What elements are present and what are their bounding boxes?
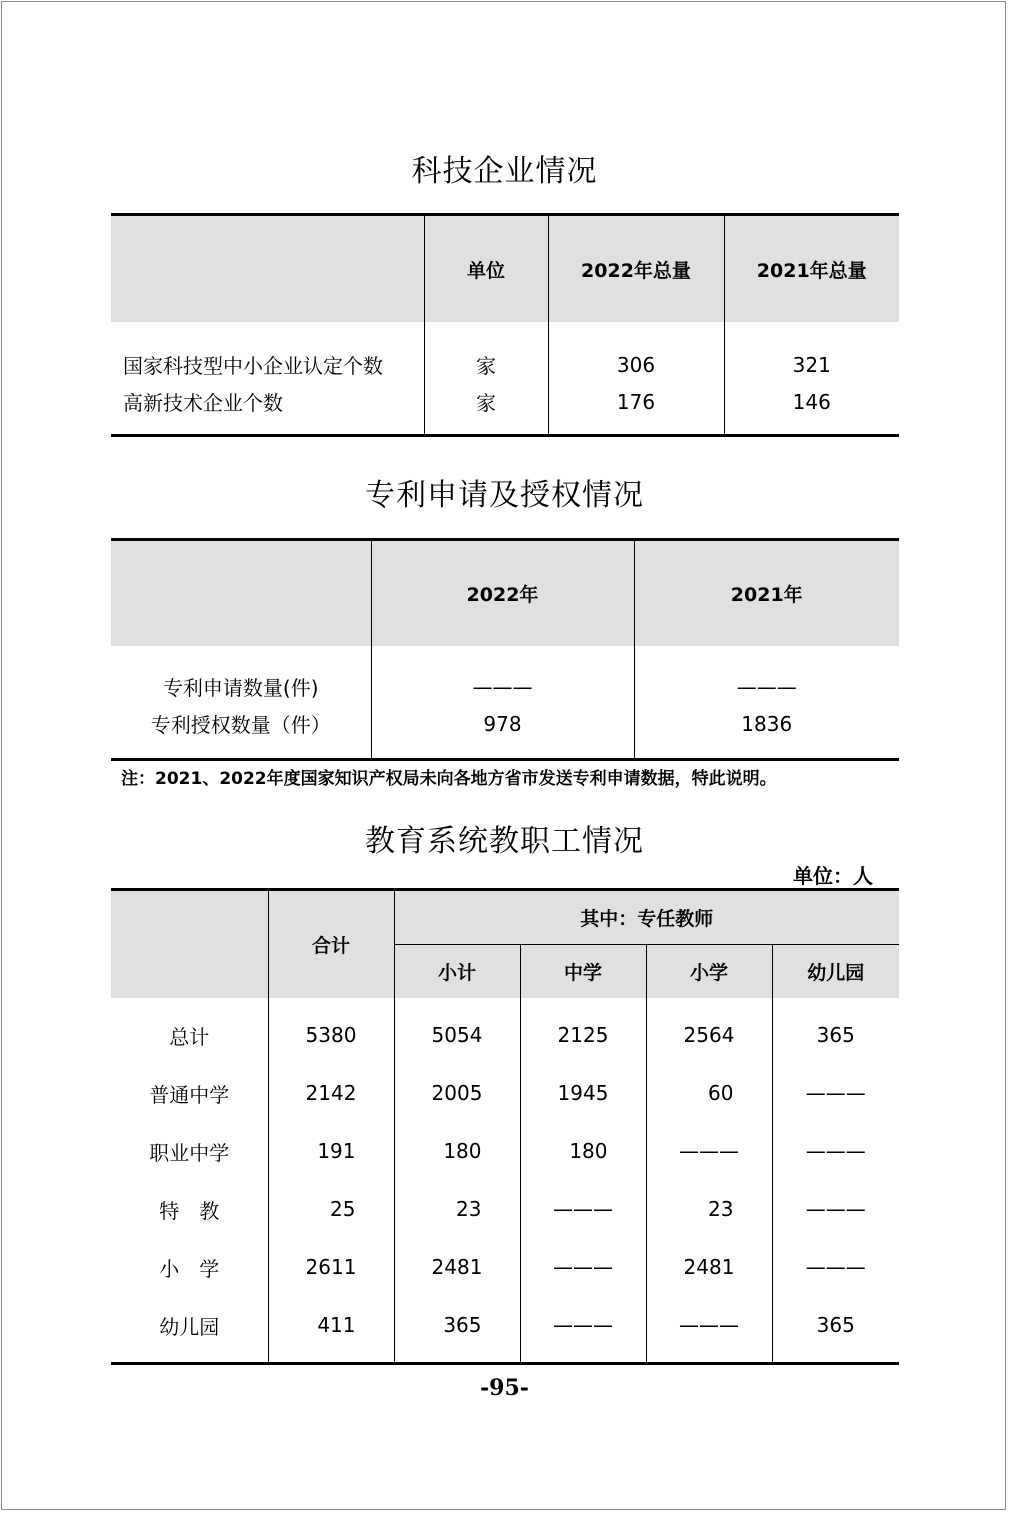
table-cell: ———	[646, 1122, 772, 1180]
row-label: 专利申请数量(件)	[162, 676, 319, 700]
header-cell: 2021年	[634, 540, 899, 647]
row-label: 小 学	[159, 1256, 220, 1281]
table-row	[111, 998, 899, 1064]
table-cell: ———	[520, 1180, 646, 1238]
table-cell: 365	[772, 1296, 899, 1364]
table-cell: ———	[646, 1296, 772, 1364]
header-cell: 2021年总量	[724, 215, 899, 323]
table-cell: 365	[394, 1296, 520, 1364]
patent-table	[111, 538, 899, 761]
table-row	[111, 1238, 899, 1296]
table-cell: 180	[394, 1122, 520, 1180]
table-cell: 2611	[268, 1238, 394, 1296]
page-number: -95-	[480, 1375, 529, 1401]
header-cell-total: 合计	[268, 890, 394, 999]
cell-2022: ———	[371, 646, 634, 705]
cell-2021: 321	[724, 322, 899, 383]
table-cell: ———	[772, 1180, 899, 1238]
table-row	[111, 705, 899, 760]
table-cell: 5054	[394, 998, 520, 1064]
cell-unit: 家	[424, 383, 548, 436]
subheader-cell: 中学	[520, 945, 646, 999]
cell-2022: 978	[371, 705, 634, 760]
table-row	[111, 1180, 899, 1238]
table-header-row	[111, 540, 899, 647]
row-label: 特 教	[159, 1198, 220, 1223]
row-label: 幼儿园	[159, 1314, 220, 1339]
header-cell-group: 其中：专任教师	[394, 890, 899, 945]
header-cell: 单位	[424, 215, 548, 323]
table-row	[111, 1122, 899, 1180]
section2-title: 专利申请及授权情况	[365, 478, 644, 513]
table-row	[111, 383, 899, 436]
cell-unit: 家	[424, 322, 548, 383]
table-cell: 5380	[268, 998, 394, 1064]
table-cell: ———	[772, 1238, 899, 1296]
table-row	[111, 1064, 899, 1122]
header-cell: 2022年	[371, 540, 634, 647]
table-cell: 2125	[520, 998, 646, 1064]
table-cell: 2481	[394, 1238, 520, 1296]
table-cell: 365	[772, 998, 899, 1064]
table-cell: 23	[646, 1180, 772, 1238]
table-cell: 2564	[646, 998, 772, 1064]
unit-label: 单位：人	[793, 864, 873, 888]
table-cell: 411	[268, 1296, 394, 1364]
cell-2021: 146	[724, 383, 899, 436]
section3-title: 教育系统教职工情况	[365, 824, 644, 859]
row-label: 普通中学	[149, 1082, 230, 1107]
table-cell: 60	[646, 1064, 772, 1122]
table-row	[111, 646, 899, 705]
table-cell: 2142	[268, 1064, 394, 1122]
table-cell: 25	[268, 1180, 394, 1238]
row-label: 专利授权数量（件）	[150, 713, 331, 737]
table-cell: ———	[520, 1296, 646, 1364]
table-header-row	[111, 890, 899, 945]
row-label: 职业中学	[149, 1140, 230, 1165]
table-cell: 1945	[520, 1064, 646, 1122]
row-label: 总计	[169, 1024, 210, 1049]
cell-2022: 306	[548, 322, 724, 383]
education-staff-table	[111, 888, 899, 1365]
section1-title: 科技企业情况	[411, 154, 598, 189]
cell-2021: 1836	[634, 705, 899, 760]
subheader-cell: 小学	[646, 945, 772, 999]
subheader-cell: 小计	[394, 945, 520, 999]
header-cell	[111, 540, 371, 647]
subheader-cell: 幼儿园	[772, 945, 899, 999]
table-cell: 23	[394, 1180, 520, 1238]
header-cell	[111, 215, 424, 323]
table-row	[111, 322, 899, 383]
patent-note: 注：2021、2022年度国家知识产权局未向各地方省市发送专利申请数据，特此说明。	[121, 769, 777, 789]
table-cell: 2481	[646, 1238, 772, 1296]
table-cell: 180	[520, 1122, 646, 1180]
table-cell: ———	[772, 1064, 899, 1122]
table-cell: 2005	[394, 1064, 520, 1122]
cell-2021: ———	[634, 646, 899, 705]
table-header-row	[111, 215, 899, 323]
table-cell: ———	[520, 1238, 646, 1296]
cell-2022: 176	[548, 383, 724, 436]
tech-enterprise-table	[111, 213, 899, 437]
table-row	[111, 1296, 899, 1364]
header-cell-empty	[111, 890, 268, 999]
row-label: 高新技术企业个数	[123, 391, 283, 415]
table-cell: 191	[268, 1122, 394, 1180]
header-cell: 2022年总量	[548, 215, 724, 323]
table-cell: ———	[772, 1122, 899, 1180]
row-label: 国家科技型中小企业认定个数	[123, 354, 383, 378]
